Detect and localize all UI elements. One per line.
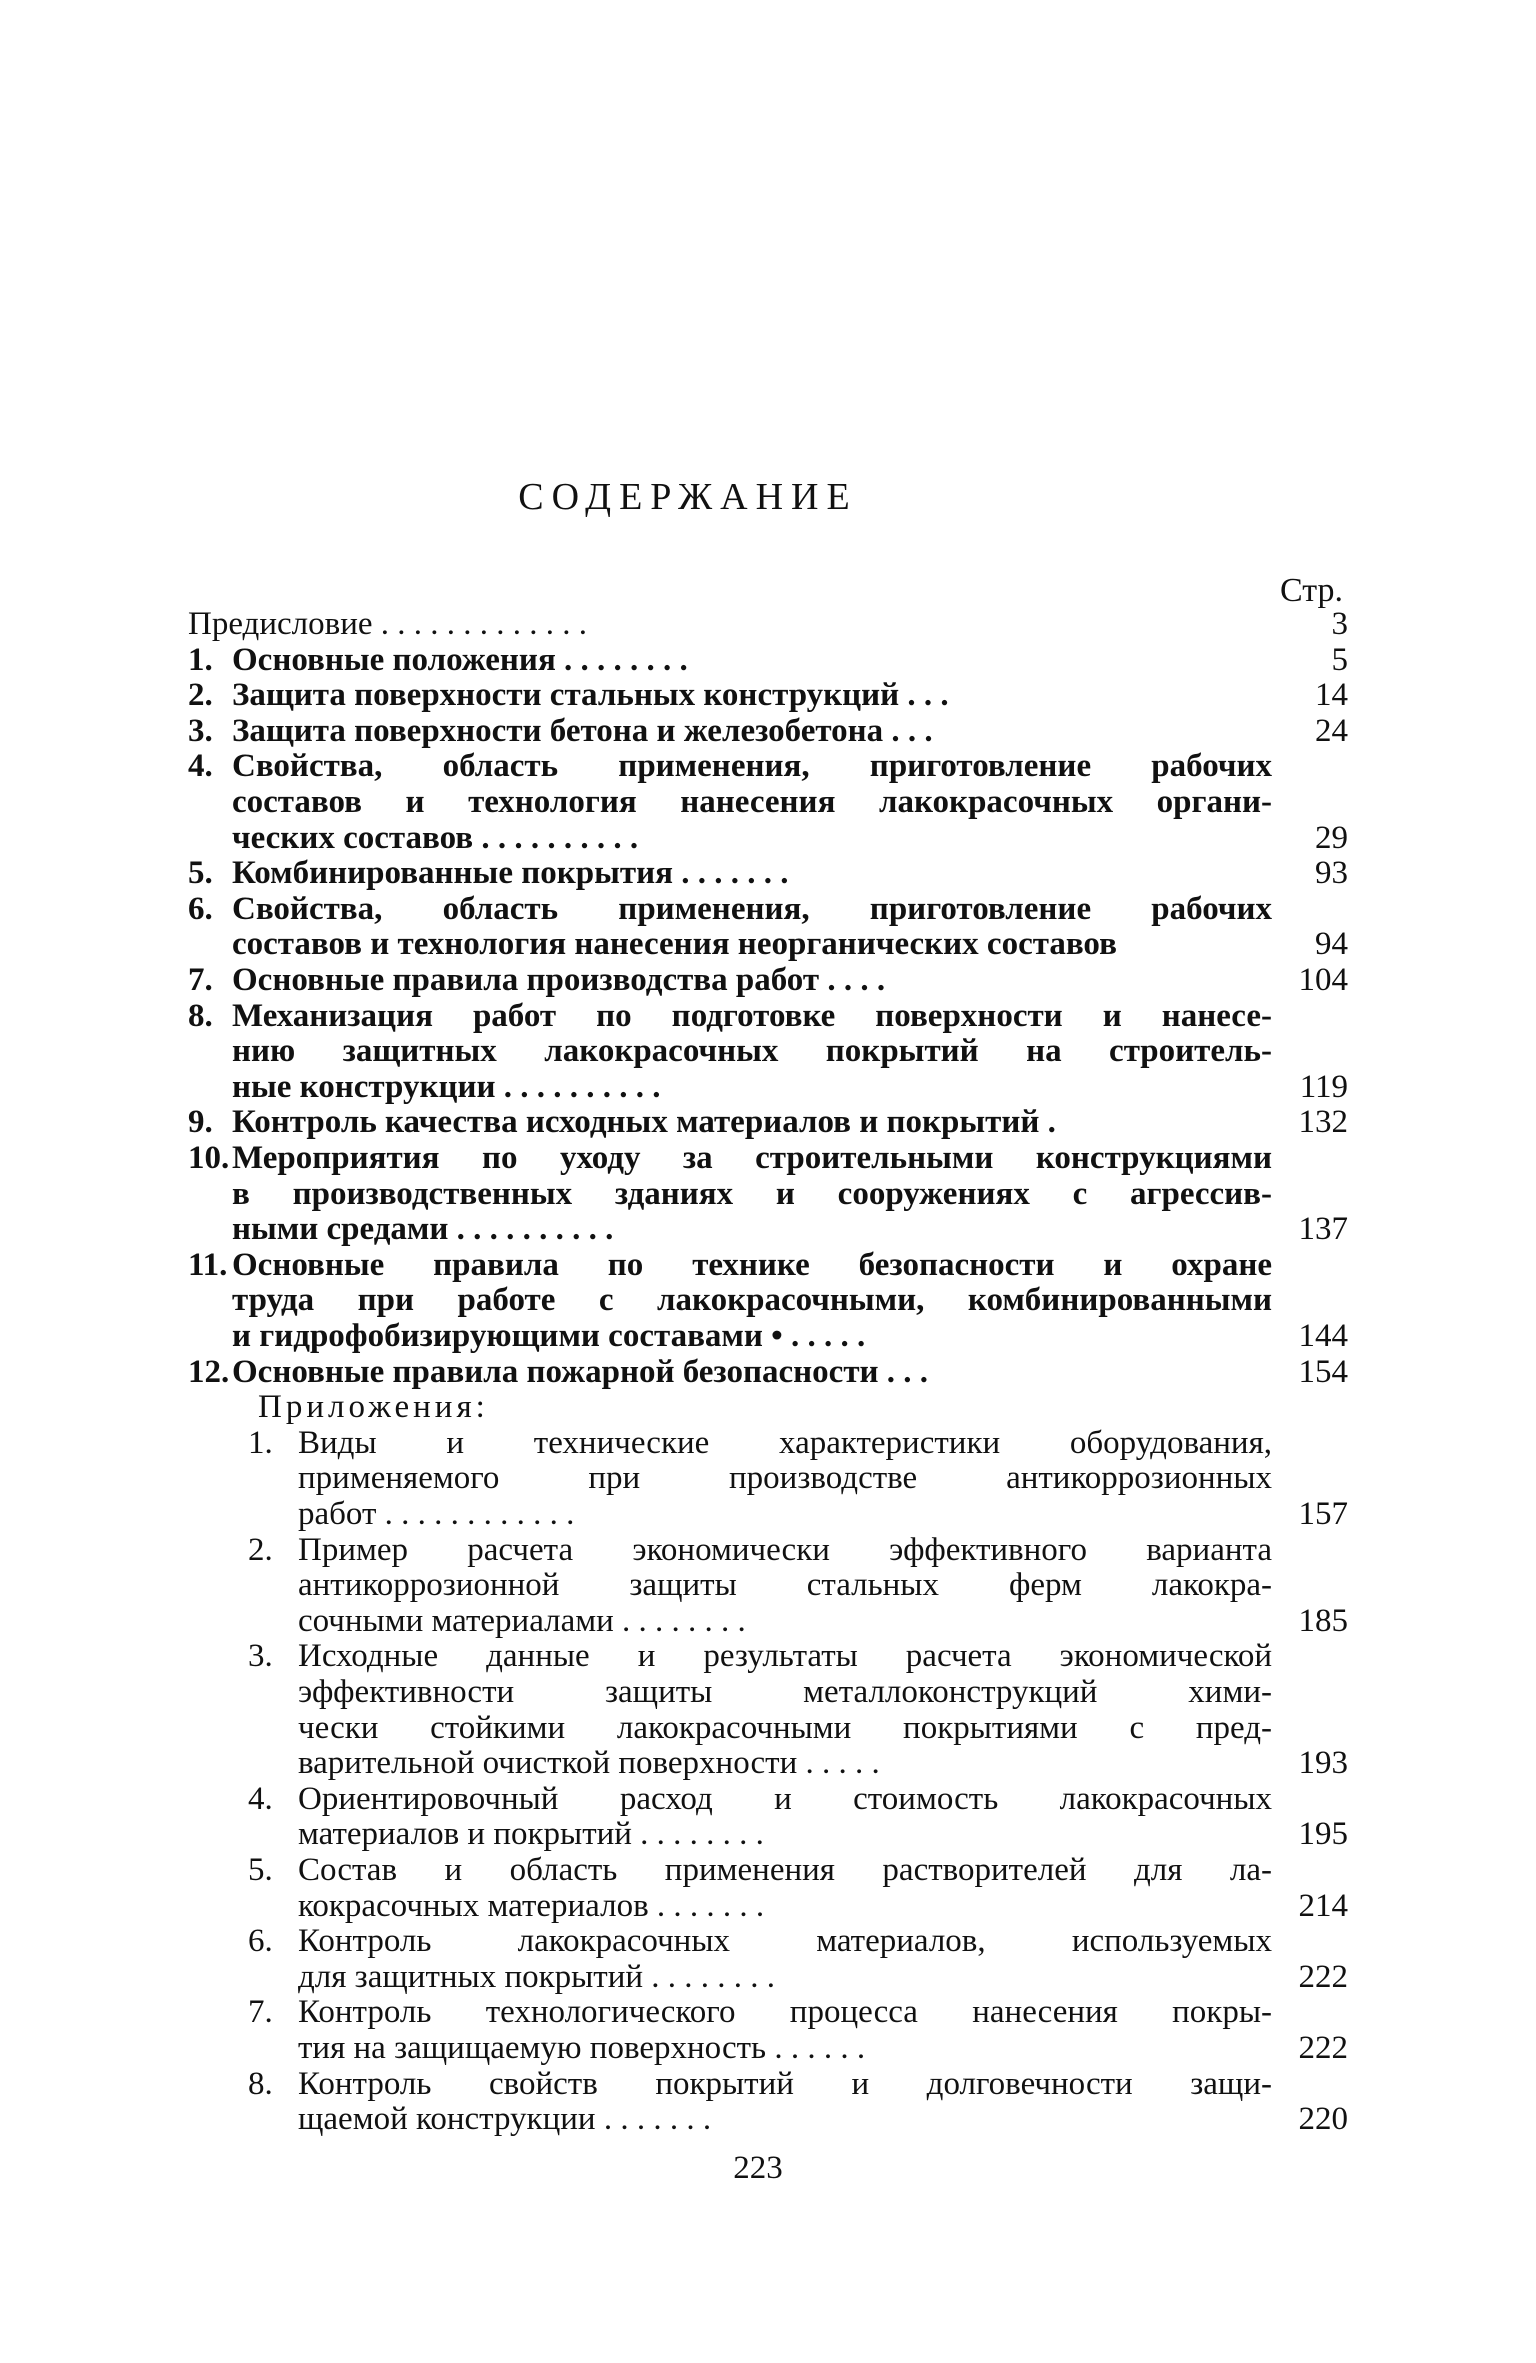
entry-page-number: 29: [1315, 819, 1348, 856]
entry-text-line: Контроль свойств покрытий и долговечности защи-: [298, 2065, 1272, 2102]
entry-text-line: тия на защищаемую поверхность . . . . . .: [298, 2029, 866, 2066]
entry-page-number: 220: [1298, 2101, 1348, 2138]
entry-page-number: 195: [1298, 1816, 1348, 1853]
entry-text-line: Защита поверхности бетона и железобетона . . .: [232, 712, 933, 749]
entry-text-line: материалов и покрытий . . . . . . . .: [298, 1816, 764, 1853]
toc-entry: [188, 713, 1348, 749]
entry-page-number: 119: [1299, 1068, 1348, 1105]
toc-entry: [188, 962, 1348, 998]
appendix-entry: [188, 1425, 1348, 1532]
entry-text-line: Защита поверхности стальных конструкций . . .: [232, 677, 949, 714]
entry-text-line: кокрасочных материалов . . . . . . .: [298, 1887, 765, 1924]
entry-page-number: 94: [1315, 926, 1348, 963]
entry-page-number: 5: [1331, 641, 1348, 678]
entry-page-number: 222: [1298, 1958, 1348, 1995]
toc-entry: [188, 1104, 1348, 1140]
entry-page-number: 157: [1298, 1495, 1348, 1532]
entry-page-number: 93: [1315, 855, 1348, 892]
appendix-entry: [188, 1852, 1348, 1923]
entry-text-line: составов и технология нанесения неорганических составов: [232, 926, 1117, 963]
toc-entry: [188, 1247, 1348, 1354]
toc-entry: [188, 855, 1348, 891]
entry-number: 12.: [188, 1353, 230, 1390]
toc-entry: [188, 748, 1348, 855]
entry-text-line: Основные положения . . . . . . . .: [232, 641, 688, 678]
entry-number: 6.: [248, 1923, 273, 1960]
appendix-entry: [188, 1638, 1348, 1780]
appendix-heading: Приложения:: [258, 1389, 489, 1426]
entry-text-line: Виды и технические характеристики оборудования,: [298, 1424, 1272, 1461]
entry-text-line: Основные правила производства работ . . . .: [232, 962, 886, 998]
entry-text-line: Контроль технологического процесса нанесения покры-: [298, 1994, 1272, 2031]
entry-text-line: работ . . . . . . . . . . . .: [298, 1495, 575, 1532]
entry-number: 7.: [188, 962, 213, 998]
entry-text-line: Основные правила пожарной безопасности . . .: [232, 1353, 929, 1390]
entry-number: 8.: [248, 2065, 273, 2102]
page-title: СОДЕРЖАНИЕ: [518, 476, 858, 518]
entry-number: 9.: [188, 1104, 213, 1141]
entry-text-line: в производственных зданиях и сооружениях с агрессив-: [232, 1175, 1272, 1212]
entry-page-number: 154: [1298, 1353, 1348, 1390]
entry-page-number: 24: [1315, 712, 1348, 749]
entry-number: 10.: [188, 1140, 230, 1176]
entry-number: 11.: [188, 1246, 228, 1283]
entry-text-line: Контроль качества исходных материалов и покрытий .: [232, 1104, 1056, 1141]
entry-text-line: Свойства, область применения, приготовление рабочих: [232, 890, 1272, 927]
appendix-entry: [188, 1781, 1348, 1852]
entry-text-line: варительной очисткой поверхности . . . . .: [298, 1745, 880, 1782]
entry-text-line: и гидрофобизирующими составами • . . . . .: [232, 1317, 866, 1354]
entry-page-number: 132: [1298, 1104, 1348, 1141]
toc-entry: [188, 998, 1348, 1105]
entry-text-line: Контроль лакокрасочных материалов, используемых: [298, 1923, 1272, 1960]
entry-page-number: 193: [1298, 1745, 1348, 1782]
entry-text-line: ческих составов . . . . . . . . . .: [232, 819, 639, 856]
entry-text-line: Комбинированные покрытия . . . . . . .: [232, 855, 789, 892]
page-number: 223: [733, 2150, 783, 2186]
entry-number: 7.: [248, 1994, 273, 2031]
entry-number: 2.: [188, 677, 213, 714]
entry-text-line: Исходные данные и результаты расчета экономической: [298, 1638, 1272, 1675]
appendix-entry: [188, 1532, 1348, 1639]
entry-text-line: ными средами . . . . . . . . . .: [232, 1211, 614, 1248]
entry-text-line: щаемой конструкции . . . . . . .: [298, 2101, 712, 2138]
page-column-label: Стр.: [1280, 572, 1344, 609]
entry-page-number: 185: [1298, 1602, 1348, 1639]
toc-entry: [188, 677, 1348, 713]
toc-entry: [188, 606, 1348, 642]
toc-entry: [188, 1140, 1348, 1247]
entry-number: 4.: [188, 748, 213, 785]
entry-page-number: 104: [1298, 962, 1348, 998]
entry-number: 8.: [188, 997, 213, 1034]
appendix-entry: [188, 1994, 1348, 2065]
entry-text-line: эффективности защиты металлоконструкций хими-: [298, 1673, 1272, 1710]
entry-text-line: нию защитных лакокрасочных покрытий на строитель-: [232, 1033, 1272, 1070]
entry-text-line: Ориентировочный расход и стоимость лакокрасочных: [298, 1780, 1272, 1817]
entry-page-number: 14: [1315, 677, 1348, 714]
entry-page-number: 214: [1298, 1887, 1348, 1924]
entry-number: 1.: [248, 1424, 273, 1461]
entry-page-number: 3: [1331, 606, 1348, 642]
entry-page-number: 144: [1298, 1317, 1348, 1354]
entry-number: 4.: [248, 1780, 273, 1817]
entry-page-number: 137: [1298, 1211, 1348, 1248]
entry-number: 5.: [248, 1852, 273, 1888]
entry-text-line: антикоррозионной защиты стальных ферм лакокра-: [298, 1567, 1272, 1604]
entry-text-line: чески стойкими лакокрасочными покрытиями с пред-: [298, 1709, 1272, 1746]
entry-text-line: Механизация работ по подготовке поверхности и нанесе-: [232, 997, 1272, 1034]
entry-number: 2.: [248, 1531, 273, 1568]
entry-text-line: применяемого при производстве антикоррозионных: [298, 1460, 1272, 1497]
appendix-entry: [188, 1923, 1348, 1994]
entry-number: 5.: [188, 855, 213, 892]
entry-number: 3.: [188, 712, 213, 749]
toc-entry: [188, 891, 1348, 962]
entry-page-number: 222: [1298, 2029, 1348, 2066]
entry-text-line: Основные правила по технике безопасности и охране: [232, 1246, 1272, 1283]
entry-text-line: составов и технология нанесения лакокрасочных органи-: [232, 783, 1272, 820]
entry-text-line: Свойства, область применения, приготовление рабочих: [232, 748, 1272, 785]
entry-text-line: труда при работе с лакокрасочными, комбинированными: [232, 1282, 1272, 1319]
appendix-entry: [188, 2066, 1348, 2137]
entry-number: 1.: [188, 641, 213, 678]
entry-text-line: Пример расчета экономически эффективного варианта: [298, 1531, 1272, 1568]
entry-text-line: сочными материалами . . . . . . . .: [298, 1602, 746, 1639]
entry-text-line: Состав и область применения растворителей для ла-: [298, 1852, 1272, 1888]
entry-text-line: ные конструкции . . . . . . . . . .: [232, 1068, 661, 1105]
entry-text-line: для защитных покрытий . . . . . . . .: [298, 1958, 776, 1995]
toc-entry: [188, 642, 1348, 678]
toc-entry: [188, 1354, 1348, 1390]
entry-number: 3.: [248, 1638, 273, 1675]
entry-text-line: Мероприятия по уходу за строительными конструкциями: [232, 1140, 1272, 1176]
entry-text-line: Предисловие . . . . . . . . . . . . .: [188, 606, 587, 642]
entry-number: 6.: [188, 890, 213, 927]
